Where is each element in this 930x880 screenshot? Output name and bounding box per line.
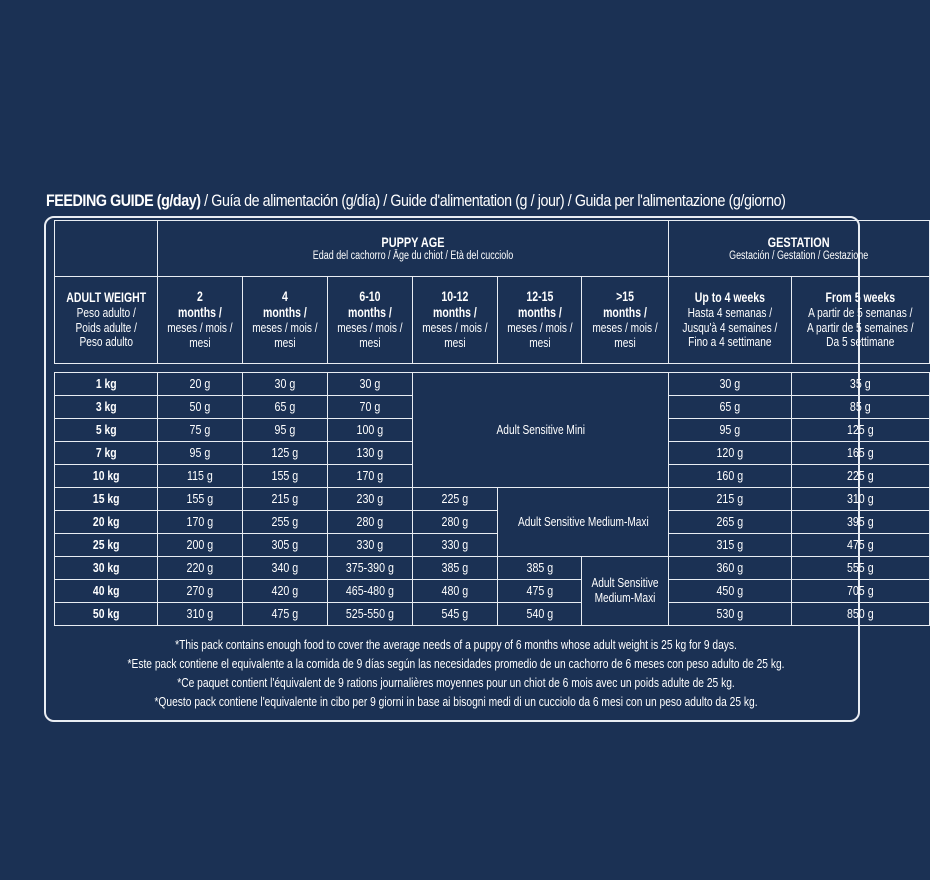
col-12-15-months: 12-15 months / meses / mois / mesi bbox=[497, 277, 582, 364]
feeding-guide-table bbox=[54, 220, 930, 626]
footnote-fr: *Ce paquet contient l'équivalent de 9 rations journalières moyennes pour un chiot de 6 mois avec un poids adulte de 25 kg. bbox=[177, 676, 735, 690]
product-adult-sensitive-mini: Adult Sensitive Mini bbox=[412, 373, 669, 488]
feeding-guide-title: FEEDING GUIDE (g/day) / Guía de alimentación (g/día) / Guide d'alimentation (g / jour) / Guida per l'alimentazione (g/giorno) bbox=[46, 191, 786, 210]
col-2-months: 2 months / meses / mois / mesi bbox=[158, 277, 243, 364]
product-adult-sensitive-medium-maxi-small: Adult Sensitive Medium-Maxi bbox=[582, 557, 669, 626]
table-row: 10 kg 115 g 155 g 170 g 160 g 225 g bbox=[55, 465, 930, 488]
table-row: 15 kg 155 g 215 g 230 g 225 g Adult Sensitive Medium-Maxi 215 g 310 g bbox=[55, 488, 930, 511]
table-row: 25 kg 200 g 305 g 330 g 330 g 315 g 475 g bbox=[55, 534, 930, 557]
col-over-15-months: >15 months / meses / mois / mesi bbox=[582, 277, 669, 364]
col-6-10-months: 6-10 months / meses / mois / mesi bbox=[328, 277, 413, 364]
table-row: 30 kg 220 g 340 g 375-390 g 385 g 385 g Adult Sensitive Medium-Maxi 360 g 555 g bbox=[55, 557, 930, 580]
table-row: 1 kg 20 g 30 g 30 g Adult Sensitive Mini 30 g 35 g bbox=[55, 373, 930, 396]
header-spacer bbox=[55, 364, 930, 373]
footnote-en: *This pack contains enough food to cover the average needs of a puppy of 6 months whose adult weight is 25 kg for 9 days. bbox=[175, 638, 737, 652]
table-row: 50 kg 310 g 475 g 525-550 g 545 g 540 g 530 g 850 g bbox=[55, 603, 930, 626]
footnote-es: *Este pack contiene el equivalente a la comida de 9 días según las necesidades promedio de un cachorro de 6 meses con peso adulto de 25 kg. bbox=[127, 657, 785, 671]
product-adult-sensitive-medium-maxi: Adult Sensitive Medium-Maxi bbox=[497, 488, 669, 557]
col-4-months: 4 months / meses / mois / mesi bbox=[243, 277, 328, 364]
gestation-header: GESTATION Gestación / Gestation / Gestazione bbox=[669, 221, 929, 277]
table-row: 40 kg 270 g 420 g 465-480 g 480 g 475 g 450 g 705 g bbox=[55, 580, 930, 603]
table-row: 7 kg 95 g 125 g 130 g 120 g 165 g bbox=[55, 442, 930, 465]
col-adult-weight: ADULT WEIGHT Peso adulto / Poids adulte / Peso adulto bbox=[55, 277, 158, 364]
corner-cell bbox=[55, 221, 158, 277]
col-up-to-4-weeks: Up to 4 weeks Hasta 4 semanas / Jusqu'à 4 semaines / Fino a 4 settimane bbox=[669, 277, 792, 364]
table-row: 3 kg 50 g 65 g 70 g 65 g 85 g bbox=[55, 396, 930, 419]
footnote-it: *Questo pack contiene l'equivalente in cibo per 9 giorni in base ai bisogni medi di un cucciolo da 6 mesi con un peso adulto da 25 kg. bbox=[154, 695, 758, 709]
col-10-12-months: 10-12 months / meses / mois / mesi bbox=[412, 277, 497, 364]
puppy-age-header: PUPPY AGE Edad del cachorro / Âge du chiot / Età del cucciolo bbox=[158, 221, 669, 277]
table-row: 5 kg 75 g 95 g 100 g 95 g 125 g bbox=[55, 419, 930, 442]
table-row: 20 kg 170 g 255 g 280 g 280 g 265 g 395 g bbox=[55, 511, 930, 534]
col-from-5-weeks: From 5 weeks A partir de 5 semanas / A partir de 5 semaines / Da 5 settimane bbox=[792, 277, 930, 364]
footnotes bbox=[52, 636, 860, 712]
